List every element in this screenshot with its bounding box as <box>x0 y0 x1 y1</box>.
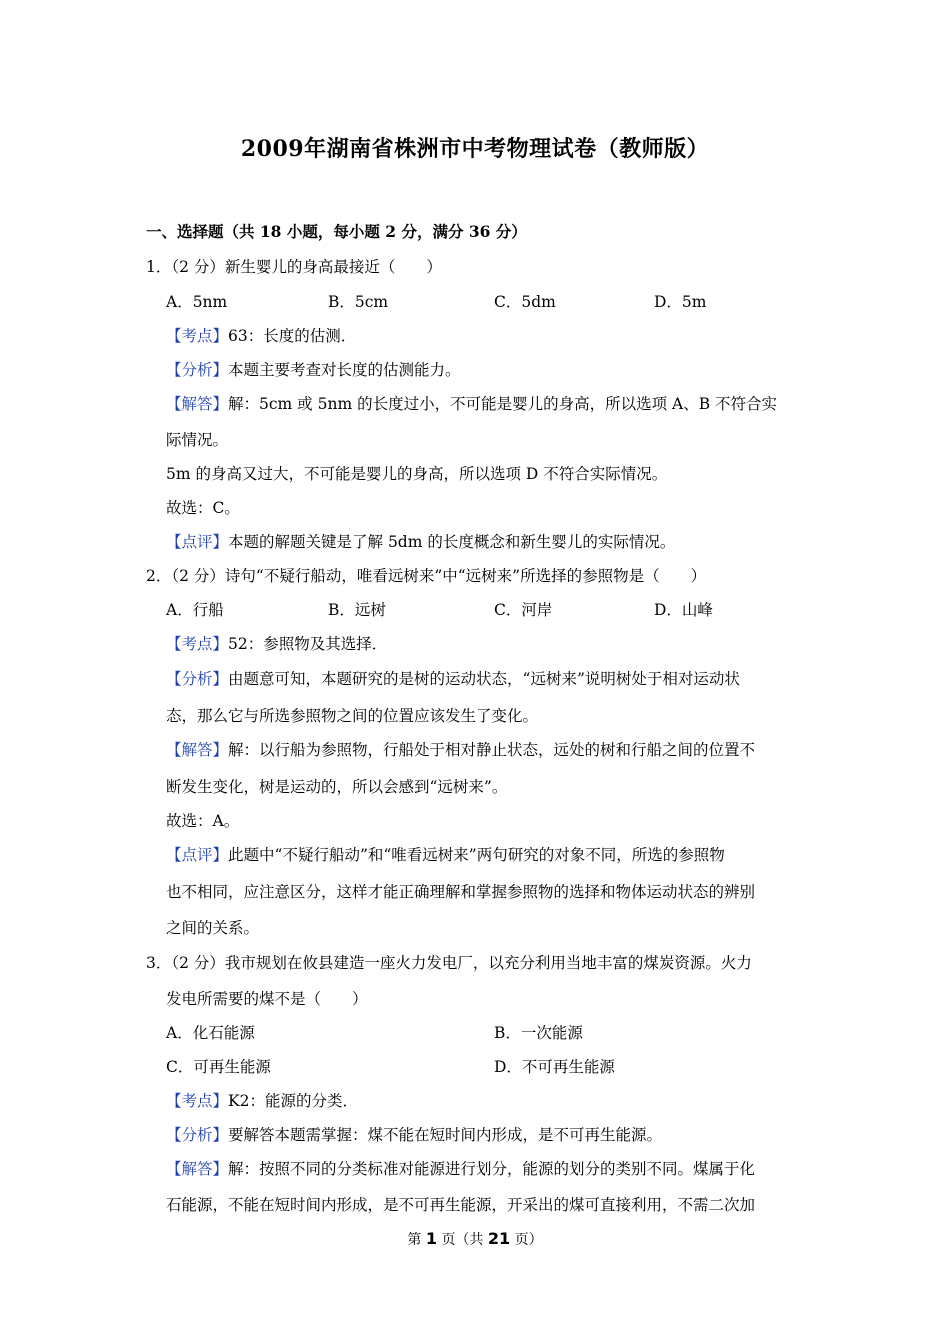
question-text-cont: 发电所需要的煤不是（ ） <box>166 990 368 1008</box>
fenxi-row <box>166 1125 662 1145</box>
option-a: A．5nm <box>166 293 228 311</box>
option-c: C．可再生能源 <box>166 1058 271 1076</box>
dianping-row <box>166 845 725 865</box>
kaodian-tag: 【考点】 <box>166 635 229 653</box>
fenxi-text: 本题主要考查对长度的估测能力。 <box>228 361 461 379</box>
answer-line: 故选：C。 <box>166 499 240 517</box>
dianping-text-cont: 也不相同，应注意区分，这样才能正确理解和掌握参照物的选择和物体运动状态的辨别 <box>166 883 756 901</box>
option-c: C．5dm <box>494 293 556 311</box>
footer-total-pages: 21 <box>487 1229 511 1248</box>
question-number: 3． <box>146 954 172 972</box>
option-d: D．不可再生能源 <box>494 1058 615 1076</box>
fenxi-row <box>166 360 461 380</box>
kaodian-text: 63：长度的估测． <box>228 327 357 345</box>
dianping-text: 此题中“不疑行船动”和“唯看远树来”两句研究的对象不同，所选的参照物 <box>228 846 725 864</box>
dianping-row <box>166 532 675 552</box>
fenxi-text: 要解答本题需掌握：煤不能在短时间内形成，是不可再生能源。 <box>228 1126 663 1144</box>
fenxi-row <box>166 669 740 689</box>
kaodian-row <box>166 634 387 654</box>
kaodian-text: 52：参照物及其选择． <box>228 635 388 653</box>
question-number: 1． <box>146 258 172 276</box>
fenxi-text: 由题意可知，本题研究的是树的运动状态，“远树来”说明树处于相对运动状 <box>228 670 740 688</box>
option-d: D．5m <box>654 293 707 311</box>
jieda-text: 解：按照不同的分类标准对能源进行划分，能源的划分的类别不同。煤属于化 <box>228 1160 756 1178</box>
jieda-text: 解：5cm 或 5nm 的长度过小，不可能是婴儿的身高，所以选项 A、B 不符合实 <box>228 395 778 413</box>
jieda-row <box>166 1159 755 1179</box>
dianping-tag: 【点评】 <box>166 533 229 551</box>
option-c: C．河岸 <box>494 601 553 619</box>
question-text: （2 分）我市规划在攸县建造一座火力发电厂，以充分利用当地丰富的煤炭资源。火力 <box>171 954 752 972</box>
jieda-text: 解：以行船为参照物，行船处于相对静止状态，远处的树和行船之间的位置不 <box>228 741 756 759</box>
option-b: B．5cm <box>328 293 389 311</box>
jieda-text-cont: 石能源，不能在短时间内形成，是不可再生能源，开采出的煤可直接利用，不需二次加 <box>166 1196 756 1214</box>
kaodian-row <box>166 1091 358 1111</box>
footer-page-number: 1 <box>425 1229 437 1248</box>
dianping-tag: 【点评】 <box>166 846 229 864</box>
kaodian-tag: 【考点】 <box>166 327 229 345</box>
option-a: A．化石能源 <box>166 1024 255 1042</box>
footer-middle: 页（共 <box>441 1232 484 1248</box>
jieda-text-cont: 断发生变化，树是运动的，所以会感到“远树来”。 <box>166 778 508 796</box>
option-b: B．远树 <box>328 601 386 619</box>
jieda-row <box>166 740 755 760</box>
question-1 <box>146 257 442 277</box>
fenxi-tag: 【分析】 <box>166 670 229 688</box>
fenxi-text-cont: 态，那么它与所选参照物之间的位置应该发生了变化。 <box>166 707 539 725</box>
question-number: 2． <box>146 567 172 585</box>
question-2 <box>146 566 706 586</box>
document-title: 2009年湖南省株洲市中考物理试卷（教师版） <box>240 136 710 162</box>
page-footer <box>0 1229 950 1249</box>
question-text: （2 分）新生婴儿的身高最接近（ ） <box>171 258 442 276</box>
dianping-text-cont: 之间的关系。 <box>166 919 260 937</box>
jieda-text-cont: 际情况。 <box>166 431 229 449</box>
jieda-tag: 【解答】 <box>166 741 229 759</box>
dianping-text: 本题的解题关键是了解 5dm 的长度概念和新生婴儿的实际情况。 <box>228 533 676 551</box>
kaodian-text: K2：能源的分类． <box>228 1092 358 1110</box>
answer-line: 故选：A。 <box>166 812 240 830</box>
question-text: （2 分）诗句“不疑行船动，唯看远树来”中“远树来”所选择的参照物是（ ） <box>171 567 707 585</box>
fenxi-tag: 【分析】 <box>166 361 229 379</box>
jieda-tag: 【解答】 <box>166 395 229 413</box>
jieda-row <box>166 394 777 414</box>
footer-prefix: 第 <box>407 1232 422 1248</box>
jieda-text-cont: 5m 的身高又过大，不可能是婴儿的身高，所以选项 D 不符合实际情况。 <box>166 465 668 483</box>
kaodian-tag: 【考点】 <box>166 1092 229 1110</box>
question-3 <box>146 953 752 973</box>
fenxi-tag: 【分析】 <box>166 1126 229 1144</box>
section-heading: 一、选择题（共 18 小题，每小题 2 分，满分 36 分） <box>146 222 527 241</box>
jieda-tag: 【解答】 <box>166 1160 229 1178</box>
footer-suffix: 页） <box>514 1232 543 1248</box>
option-d: D．山峰 <box>654 601 713 619</box>
kaodian-row <box>166 326 356 346</box>
option-a: A．行船 <box>166 601 224 619</box>
option-b: B．一次能源 <box>494 1024 583 1042</box>
